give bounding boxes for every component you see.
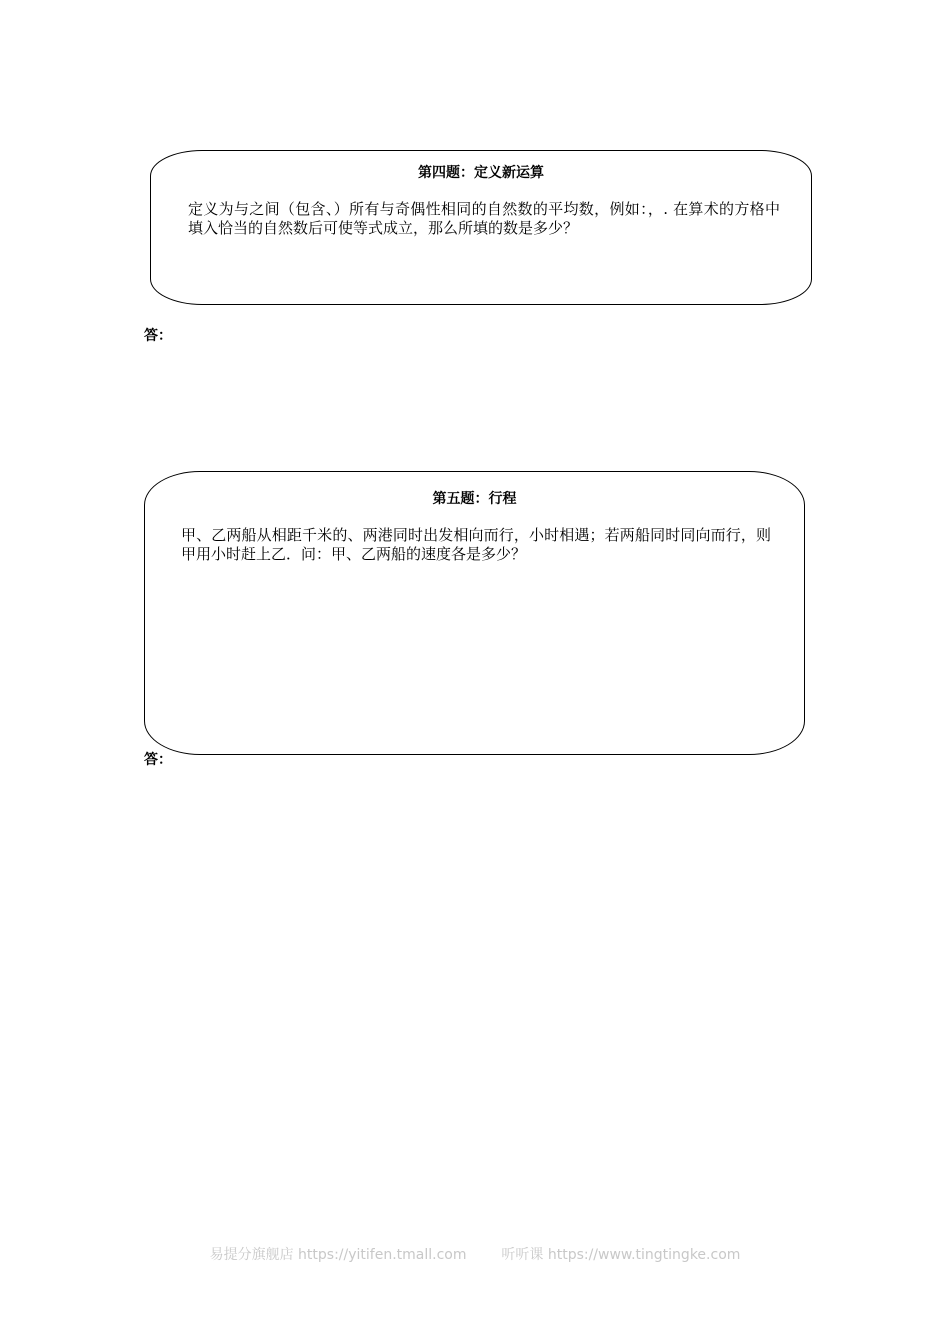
page-footer: [0, 1246, 950, 1264]
problem-4-box: [150, 150, 812, 305]
footer-shop-url[interactable]: https://yitifen.tmall.com: [298, 1247, 467, 1263]
problem-5-box: [144, 471, 805, 755]
problem-4-answer-label: 答：: [144, 328, 172, 344]
footer-shop-name: 易提分旗舰店: [209, 1247, 294, 1263]
problem-5-text: 甲、乙两船从相距千米的、两港同时出发相向而行，小时相遇；若两船同时同向而行，则甲用小时赶上乙．问：甲、乙两船的速度各是多少？: [181, 526, 771, 563]
problem-5-title: 第五题：行程: [432, 491, 517, 507]
problem-5-answer-label: 答：: [144, 752, 172, 768]
problem-4-text: 定义为与之间（包含、）所有与奇偶性相同的自然数的平均数，例如：，. 在算术的方格中填入恰当的自然数后可使等式成立，那么所填的数是多少？: [188, 200, 780, 237]
problem-4-title: 第四题：定义新运算: [418, 165, 544, 181]
footer-course-url[interactable]: https://www.tingtingke.com: [547, 1247, 741, 1263]
footer-course-name: 听听课: [501, 1247, 544, 1263]
